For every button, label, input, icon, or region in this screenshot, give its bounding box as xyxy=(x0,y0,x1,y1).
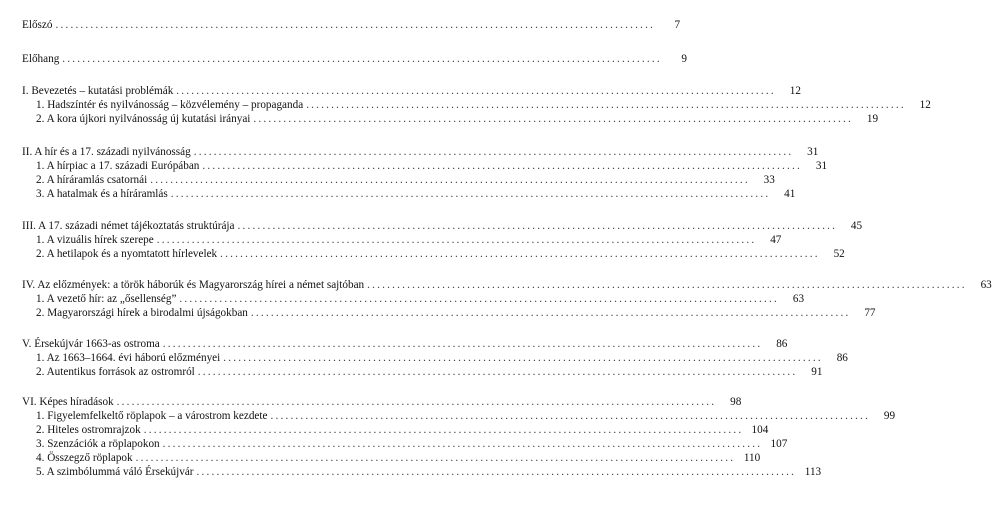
toc-entry-title: 1. A hírpiac a 17. századi Európában xyxy=(36,160,200,172)
toc-entry-page: 12 xyxy=(919,99,931,111)
toc-entry-page: 110 xyxy=(743,452,761,464)
toc-entry-title: 3. A hatalmak és a híráramlás xyxy=(36,188,168,200)
toc-entry-page: 41 xyxy=(784,188,796,200)
dot-leader: ........................................................................................................................ xyxy=(202,160,803,172)
toc-section xyxy=(36,306,876,320)
toc-entry-title: IV. Az előzmények: a török háborúk és Magyarország hírei a német sajtóban xyxy=(22,279,365,291)
dot-leader: ........................................................................................................................ xyxy=(170,188,771,200)
toc-entry-title: II. A hír és a 17. századi nyilvánosság xyxy=(22,146,191,158)
dot-leader: ........................................................................................................................ xyxy=(55,19,656,31)
toc-entry-page: 33 xyxy=(763,174,775,186)
toc-entry-page: 63 xyxy=(980,279,992,291)
dot-leader: ........................................................................................................................ xyxy=(367,279,967,291)
toc-section xyxy=(36,187,796,201)
dot-leader: ........................................................................................................................ xyxy=(196,466,797,478)
toc-entry-title: I. Bevezetés – kutatási problémák xyxy=(22,85,174,97)
toc-section xyxy=(36,233,782,247)
toc-section xyxy=(36,292,805,306)
dot-leader: ........................................................................................................................ xyxy=(162,438,763,450)
toc-section xyxy=(36,98,931,112)
toc-entry-page: 7 xyxy=(674,19,681,31)
toc-chapter xyxy=(22,337,788,351)
dot-leader: ........................................................................................................................ xyxy=(270,410,871,422)
dot-leader: ........................................................................................................................ xyxy=(220,248,820,260)
dot-leader: ........................................................................................................................ xyxy=(162,338,763,350)
toc-entry-title: 2. Magyarországi hírek a birodalmi újságokban xyxy=(36,307,248,319)
dot-leader: ........................................................................................................................ xyxy=(116,396,717,408)
toc-entry-title: 3. Szenzációk a röplapokon xyxy=(36,438,160,450)
dot-leader: ........................................................................................................................ xyxy=(135,452,736,464)
toc-entry-page: 86 xyxy=(836,352,848,364)
dot-leader: ........................................................................................................................ xyxy=(150,174,750,186)
toc-entry-title: Előszó xyxy=(22,19,53,31)
toc-entry xyxy=(22,52,687,66)
toc-entry-page: 31 xyxy=(815,160,828,172)
toc-entry-page: 104 xyxy=(751,424,769,436)
toc-entry-title: 1. Az 1663–1664. évi háború előzményei xyxy=(36,352,221,364)
toc-entry-title: 1. Hadszíntér és nyilvánosság – közvélemény – propaganda xyxy=(36,99,304,111)
toc-entry-title: 2. A híráramlás csatornái xyxy=(36,174,148,186)
dot-leader: ........................................................................................................................ xyxy=(143,424,744,436)
toc-section xyxy=(36,365,823,379)
dot-leader: ........................................................................................................................ xyxy=(306,99,906,111)
toc-section xyxy=(36,159,828,173)
toc-entry-title: 5. A szimbólummá váló Érsekújvár xyxy=(36,466,194,478)
toc-entry-page: 47 xyxy=(770,234,782,246)
toc-chapter xyxy=(22,145,819,159)
dot-leader: ........................................................................................................................ xyxy=(253,113,854,125)
dot-leader: ........................................................................................................................ xyxy=(250,307,851,319)
dot-leader: ........................................................................................................................ xyxy=(176,85,776,97)
toc-entry-title: 2. Hiteles ostromrajzok xyxy=(36,424,141,436)
toc-entry-title: 1. Figyelemfelkeltő röplapok – a várostrom kezdete xyxy=(36,410,268,422)
toc-entry-page: 31 xyxy=(807,146,819,158)
toc-entry-page: 107 xyxy=(770,438,788,450)
toc-entry xyxy=(22,18,681,32)
toc-entry-page: 19 xyxy=(866,113,879,125)
toc-section xyxy=(36,173,775,187)
dot-leader: ........................................................................................................................ xyxy=(179,293,780,305)
toc-entry-title: 4. Összegző röplapok xyxy=(36,452,133,464)
toc-entry-page: 113 xyxy=(804,466,822,478)
toc-entry-title: VI. Képes híradások xyxy=(22,396,114,408)
toc-entry-page: 63 xyxy=(792,293,805,305)
toc-entry-page: 98 xyxy=(730,396,742,408)
toc-entry-page: 52 xyxy=(833,248,845,260)
toc-entry-page: 12 xyxy=(789,85,801,97)
toc-entry-page: 91 xyxy=(811,366,823,378)
dot-leader: ........................................................................................................................ xyxy=(197,366,798,378)
toc-chapter xyxy=(22,84,801,98)
toc-entry-page: 77 xyxy=(864,307,876,319)
toc-section xyxy=(36,112,879,126)
toc-section xyxy=(36,423,769,437)
toc-chapter xyxy=(22,278,992,292)
toc-entry-title: 2. A hetilapok és a nyomtatott hírlevelek xyxy=(36,248,218,260)
toc-entry-title: III. A 17. századi német tájékoztatás struktúrája xyxy=(22,220,235,232)
toc-entry-page: 9 xyxy=(681,53,687,65)
dot-leader: ........................................................................................................................ xyxy=(193,146,794,158)
toc-chapter xyxy=(22,219,863,233)
toc-entry-page: 86 xyxy=(776,338,788,350)
toc-entry-title: 2. Autentikus források az ostromról xyxy=(36,366,195,378)
toc-section xyxy=(36,437,788,451)
toc-section xyxy=(36,247,845,261)
toc-entry-title: 1. A vezető hír: az „ősellenség” xyxy=(36,293,177,305)
toc-entry-title: 2. A kora újkori nyilvánosság új kutatási irányai xyxy=(36,113,251,125)
dot-leader: ........................................................................................................................ xyxy=(237,220,838,232)
toc-entry-title: Előhang xyxy=(22,53,60,65)
toc-entry-title: 1. A vizuális hírek szerepe xyxy=(36,234,154,246)
dot-leader: ........................................................................................................................ xyxy=(156,234,757,246)
toc-entry-page: 45 xyxy=(850,220,863,232)
toc-section xyxy=(36,465,822,479)
toc-entry-page: 99 xyxy=(883,410,896,422)
toc-chapter xyxy=(22,395,742,409)
toc-section xyxy=(36,409,896,423)
toc-section xyxy=(36,451,761,465)
toc-entry-title: V. Érsekújvár 1663-as ostroma xyxy=(22,338,160,350)
dot-leader: ........................................................................................................................ xyxy=(62,53,662,65)
toc-section xyxy=(36,351,848,365)
dot-leader: ........................................................................................................................ xyxy=(223,352,823,364)
